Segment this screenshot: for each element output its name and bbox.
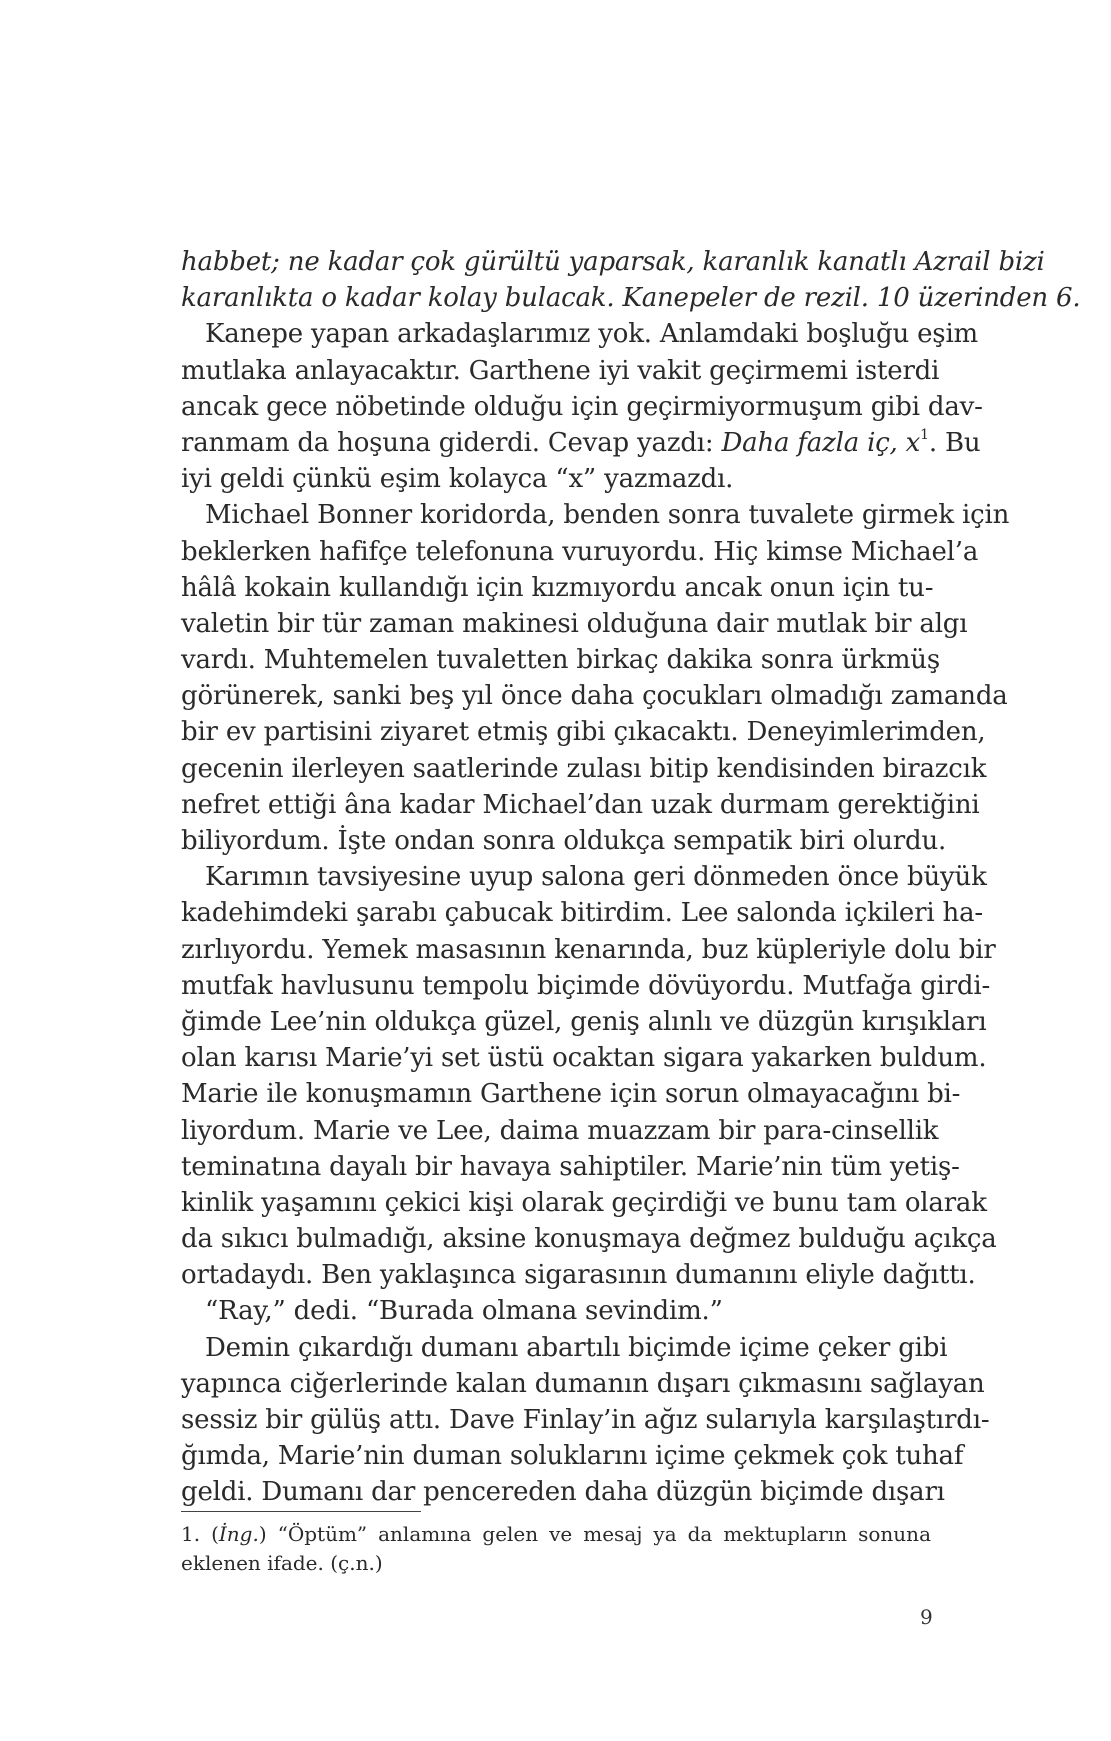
- text-line: [181, 1113, 939, 1149]
- text-line: [181, 714, 986, 750]
- text-line: [181, 389, 983, 425]
- text-segment: ) “Öptüm” anlamına gelen ve mesaj ya da mektupların sonuna: [258, 1522, 931, 1546]
- text-segment: bir ev partisini ziyaret etmiş gibi çıkacaktı. Deneyimlerimden,: [181, 717, 986, 748]
- text-line: [181, 1185, 987, 1221]
- text-line: [181, 606, 968, 642]
- text-segment: “Ray,” dedi. “Burada olmana sevindim.”: [205, 1296, 723, 1327]
- text-segment: Demin çıkardığı dumanı abartılı biçimde içime çeker gibi: [205, 1332, 948, 1363]
- text-line: [181, 497, 1010, 533]
- text-line: [181, 1040, 987, 1076]
- italic-text: karanlıkta o kadar kolay bulacak. Kanepeler de rezil. 10 üzerinden 6.: [181, 283, 1081, 314]
- text-line: [181, 1330, 948, 1366]
- text-segment: . Bu: [928, 427, 981, 458]
- text-segment: beklerken hafifçe telefonuna vuruyordu. Hiç kimse Michael’a: [181, 536, 979, 567]
- text-segment: görünerek, sanki beş yıl önce daha çocukları olmadığı zamanda: [181, 681, 1008, 712]
- text-line: [181, 1366, 985, 1402]
- text-segment: ancak gece nöbetinde olduğu için geçirmiyormuşum gibi dav-: [181, 391, 983, 422]
- footnote-marker: 1: [920, 426, 929, 443]
- text-line: [181, 461, 931, 497]
- text-segment: kadehimdeki şarabı çabucak bitirdim. Lee salonda içkileri ha-: [181, 898, 983, 929]
- text-line: [181, 1438, 964, 1474]
- italic-text: habbet; ne kadar çok gürültü yaparsak, karanlık kanatlı Azrail bizi: [181, 247, 1045, 277]
- text-line: [181, 280, 1081, 316]
- text-line: [181, 787, 980, 823]
- text-line: [181, 1149, 960, 1185]
- text-line: [181, 1257, 976, 1293]
- text-line: [181, 425, 981, 461]
- text-line: [181, 968, 991, 1004]
- footnote-divider: [181, 1511, 421, 1512]
- text-line: [181, 1004, 987, 1040]
- text-segment: zırlıyordu. Yemek masasının kenarında, buz küpleriyle dolu bir: [181, 934, 996, 965]
- text-segment: Kanepe yapan arkadaşlarımız yok. Anlamdaki boşluğu eşim: [205, 319, 979, 350]
- text-line: [181, 1293, 931, 1329]
- text-segment: Karımın tavsiyesine uyup salona geri dönmeden önce büyük: [205, 862, 987, 893]
- footnote-line: [181, 1549, 931, 1578]
- text-segment: teminatına dayalı bir havaya sahiptiler. Marie’nin tüm yetiş-: [181, 1151, 960, 1182]
- text-segment: hâlâ kokain kullandığı için kızmıyordu ancak onun için tu-: [181, 572, 934, 603]
- text-line: [181, 932, 996, 968]
- text-segment: mutlaka anlayacaktır. Garthene iyi vakit geçirmemi isterdi: [181, 355, 940, 386]
- text-line: [181, 642, 940, 678]
- text-line: [181, 1474, 945, 1510]
- text-segment: kinlik yaşamını çekici kişi olarak geçirdiği ve bunu tam olarak: [181, 1187, 987, 1218]
- text-line: [181, 751, 987, 787]
- text-segment: eklenen ifade. (ç.n.): [181, 1550, 383, 1575]
- text-segment: 1. (: [181, 1522, 219, 1546]
- text-segment: ğimde Lee’nin oldukça güzel, geniş alınlı ve düzgün kırışıkları: [181, 1006, 987, 1037]
- text-segment: ortadaydı. Ben yaklaşınca sigarasının dumanını eliyle dağıttı.: [181, 1260, 976, 1291]
- text-line: [181, 570, 934, 606]
- text-segment: olan karısı Marie’yi set üstü ocaktan sigara yakarken buldum.: [181, 1043, 987, 1074]
- footnote-line: [181, 1520, 931, 1549]
- text-line: [181, 895, 983, 931]
- italic-text: İng.: [218, 1522, 259, 1546]
- text-segment: mutfak havlusunu tempolu biçimde dövüyordu. Mutfağa girdi-: [181, 970, 991, 1001]
- text-segment: ranmam da hoşuna giderdi. Cevap yazdı:: [181, 427, 722, 458]
- italic-text: Daha fazla iç, x: [721, 427, 921, 458]
- text-line: [181, 823, 947, 859]
- text-line: [181, 1076, 961, 1112]
- text-line: [181, 1402, 990, 1438]
- text-line: [181, 1221, 997, 1257]
- text-line: [181, 534, 979, 570]
- text-segment: biliyordum. İşte ondan sonra oldukça sempatik biri olurdu.: [181, 826, 947, 856]
- text-line: [181, 678, 1008, 714]
- text-segment: Michael Bonner koridorda, benden sonra tuvalete girmek için: [205, 500, 1010, 531]
- body-text: [181, 244, 1081, 1511]
- text-segment: nefret ettiği âna kadar Michael’dan uzak durmam gerektiğini: [181, 789, 980, 820]
- text-line: [181, 859, 987, 895]
- text-segment: vardı. Muhtemelen tuvaletten birkaç dakika sonra ürkmüş: [181, 645, 940, 676]
- page-number: 9: [920, 1605, 933, 1629]
- text-segment: liyordum. Marie ve Lee, daima muazzam bir para-cinsellik: [181, 1115, 939, 1146]
- text-segment: gecenin ilerleyen saatlerinde zulası bitip kendisinden birazcık: [181, 753, 987, 784]
- text-segment: Marie ile konuşmamın Garthene için sorun olmayacağını bi-: [181, 1079, 961, 1110]
- text-segment: yapınca ciğerlerinde kalan dumanın dışarı çıkmasını sağlayan: [181, 1368, 985, 1399]
- text-segment: da sıkıcı bulmadığı, aksine konuşmaya değmez bulduğu açıkça: [181, 1224, 997, 1255]
- text-segment: ğımda, Marie’nin duman soluklarını içime çekmek çok tuhaf: [181, 1441, 964, 1472]
- text-line: [181, 316, 979, 352]
- text-line: [181, 244, 1045, 280]
- text-segment: valetin bir tür zaman makinesi olduğuna dair mutlak bir algı: [181, 608, 968, 639]
- footnotes: [181, 1520, 931, 1577]
- text-line: [181, 353, 940, 389]
- text-segment: geldi. Dumanı dar pencereden daha düzgün biçimde dışarı: [181, 1477, 945, 1508]
- text-segment: sessiz bir gülüş attı. Dave Finlay’in ağız sularıyla karşılaştırdı-: [181, 1405, 990, 1435]
- text-segment: iyi geldi çünkü eşim kolayca “x” yazmazdı.: [181, 464, 734, 495]
